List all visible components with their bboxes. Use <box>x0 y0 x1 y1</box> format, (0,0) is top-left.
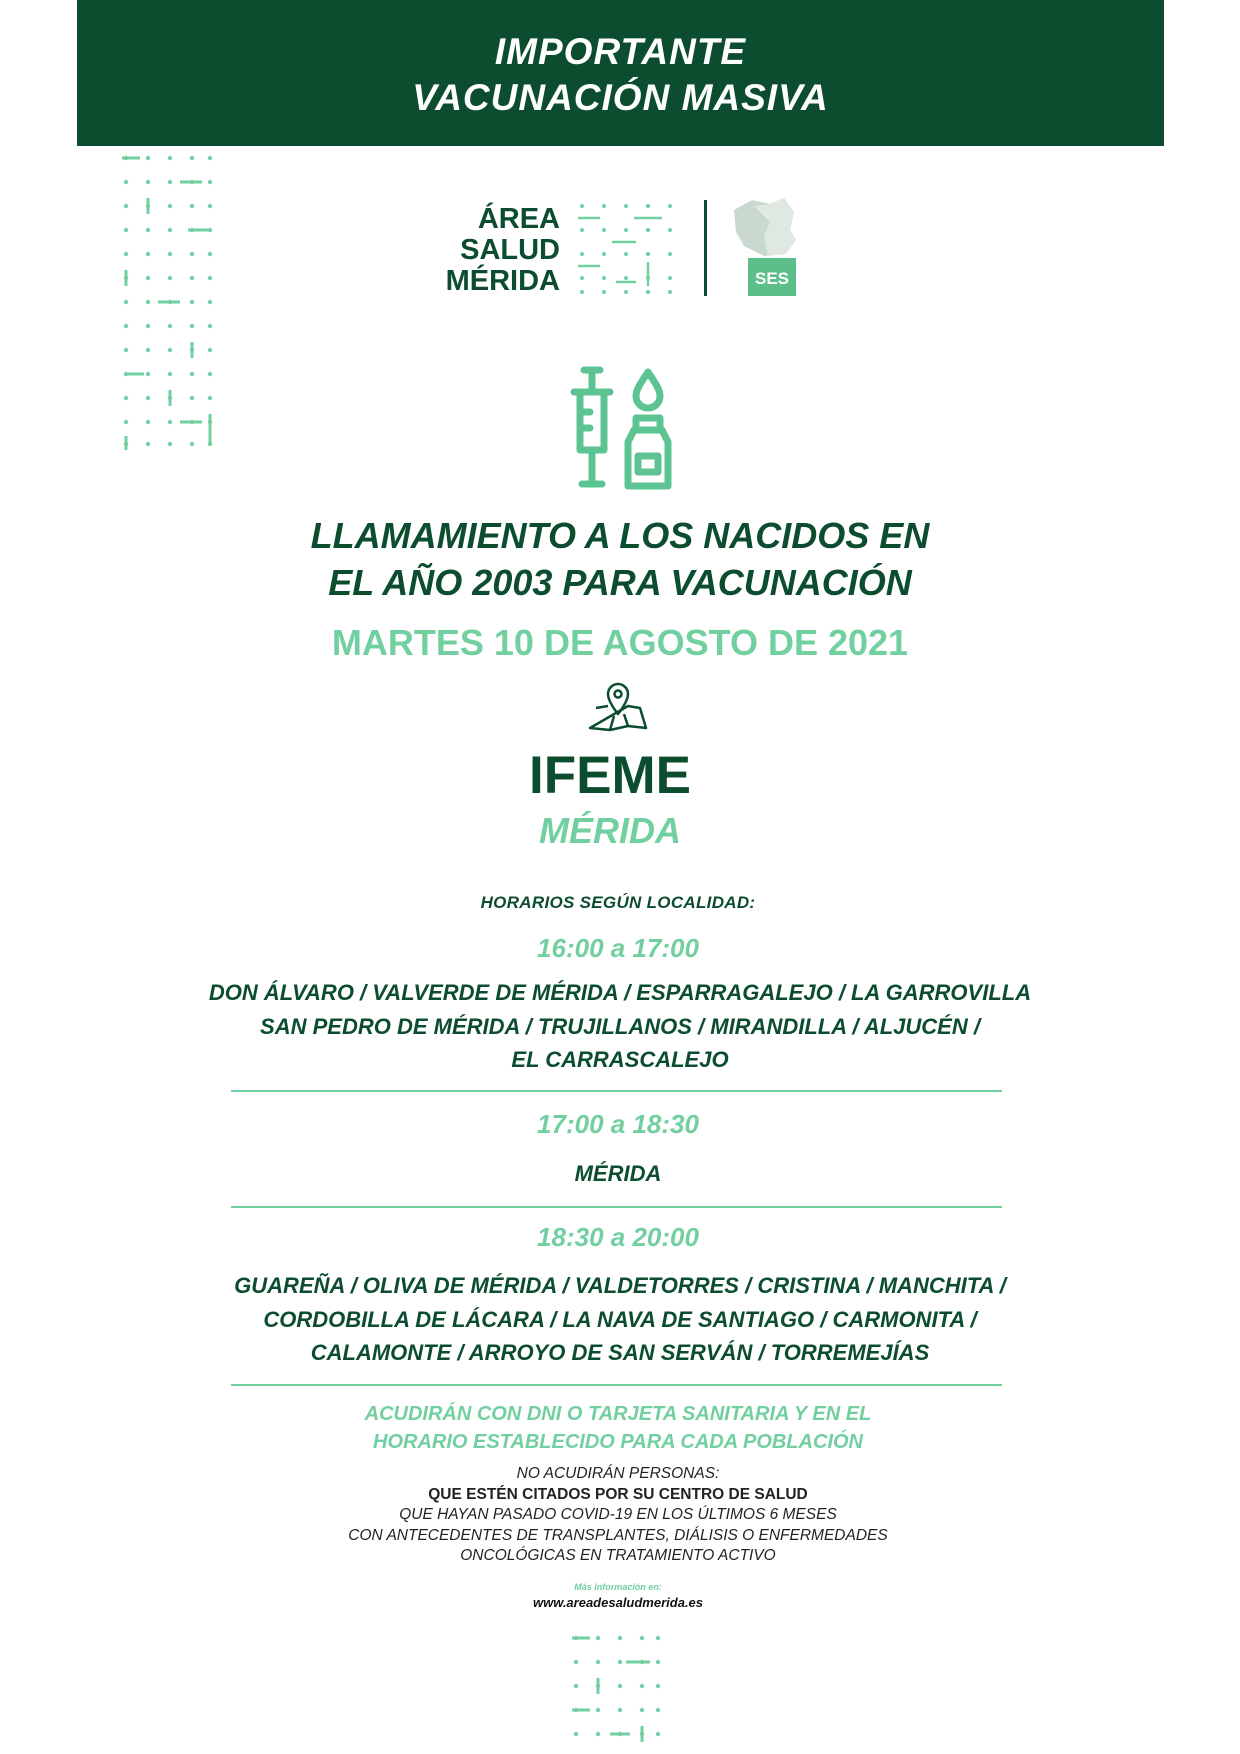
area-salud-merida-logo <box>440 196 810 302</box>
website-link[interactable]: www.areadesaludmerida.es <box>532 1595 704 1610</box>
exclusion-item-2: QUE HAYAN PASADO COVID-19 EN LOS ÚLTIMOS 6 MESES <box>399 1506 837 1523</box>
logo-line-3: MÉRIDA <box>445 265 560 297</box>
divider-1 <box>231 1090 1002 1092</box>
decorative-dot-pattern-left <box>118 150 218 450</box>
requirements-line-1: ACUDIRÁN CON DNI O TARJETA SANITARIA Y EN EL <box>364 1403 872 1425</box>
title-line-2: EL AÑO 2003 PARA VACUNACIÓN <box>328 562 912 603</box>
top-banner <box>77 0 1164 146</box>
slot-3-time: 18:30 a 20:00 <box>537 1222 699 1252</box>
logo-wordmark <box>440 204 560 297</box>
title-line-1: LLAMAMIENTO A LOS NACIDOS EN <box>310 515 930 556</box>
slot-3-line-1: GUAREÑA / OLIVA DE MÉRIDA / VALDETORRES / CRISTINA / MANCHITA / <box>234 1273 1006 1298</box>
logo-line-1: ÁREA <box>477 203 560 235</box>
exclusion-item-3: CON ANTECEDENTES DE TRANSPLANTES, DIÁLISIS O ENFERMEDADES <box>348 1526 888 1544</box>
ses-badge: SES <box>754 269 790 288</box>
banner-line-1: IMPORTANTE <box>494 31 747 72</box>
exclusions-note <box>0 1464 1236 1567</box>
schedule-label: HORARIOS SEGÚN LOCALIDAD: <box>480 893 756 912</box>
exclusions-heading: NO ACUDIRÁN PERSONAS: <box>516 1465 720 1482</box>
slot-2-line-1: MÉRIDA <box>574 1161 662 1186</box>
slot-1-towns <box>0 976 1240 1077</box>
divider-3 <box>231 1384 1002 1386</box>
logo-separator <box>704 200 707 296</box>
slot-1-time: 16:00 a 17:00 <box>537 933 699 963</box>
more-info-label: Más información en: <box>574 1582 662 1592</box>
main-title <box>0 512 1240 606</box>
slot-3-line-3: CALAMONTE / ARROYO DE SAN SERVÁN / TORREMEJÍAS <box>310 1340 930 1365</box>
syringe-and-vial-icon <box>570 366 674 492</box>
slot-1-line-1: DON ÁLVARO / VALVERDE DE MÉRIDA / ESPARRAGALEJO / LA GARROVILLA <box>208 980 1032 1005</box>
exclusion-item-1: QUE ESTÉN CITADOS POR SU CENTRO DE SALUD <box>428 1485 808 1503</box>
divider-2 <box>231 1206 1002 1208</box>
logo-dot-pattern <box>576 200 676 296</box>
banner-line-2: VACUNACIÓN MASIVA <box>412 77 829 118</box>
slot-3-line-2: CORDOBILLA DE LÁCARA / LA NAVA DE SANTIAGO / CARMONITA / <box>263 1306 977 1332</box>
exclusion-item-4: ONCOLÓGICAS EN TRATAMIENTO ACTIVO <box>460 1547 776 1564</box>
venue-city: MÉRIDA <box>539 810 681 851</box>
logo-line-2: SALUD <box>460 234 560 266</box>
slot-2-towns <box>0 1157 1236 1191</box>
decorative-dot-pattern-bottom <box>570 1632 662 1754</box>
requirements-note <box>0 1400 1236 1456</box>
venue-name: IFEME <box>529 746 691 805</box>
map-pin-icon <box>588 682 648 732</box>
slot-1-line-3: EL CARRASCALEJO <box>511 1047 729 1072</box>
slot-2-time: 17:00 a 18:30 <box>537 1109 699 1139</box>
requirements-line-2: HORARIO ESTABLECIDO PARA CADA POBLACIÓN <box>373 1431 863 1453</box>
event-date: MARTES 10 DE AGOSTO DE 2021 <box>331 622 909 663</box>
slot-1-line-2: SAN PEDRO DE MÉRIDA / TRUJILLANOS / MIRANDILLA / ALJUCÉN / <box>260 1013 980 1039</box>
slot-3-towns <box>0 1269 1240 1370</box>
